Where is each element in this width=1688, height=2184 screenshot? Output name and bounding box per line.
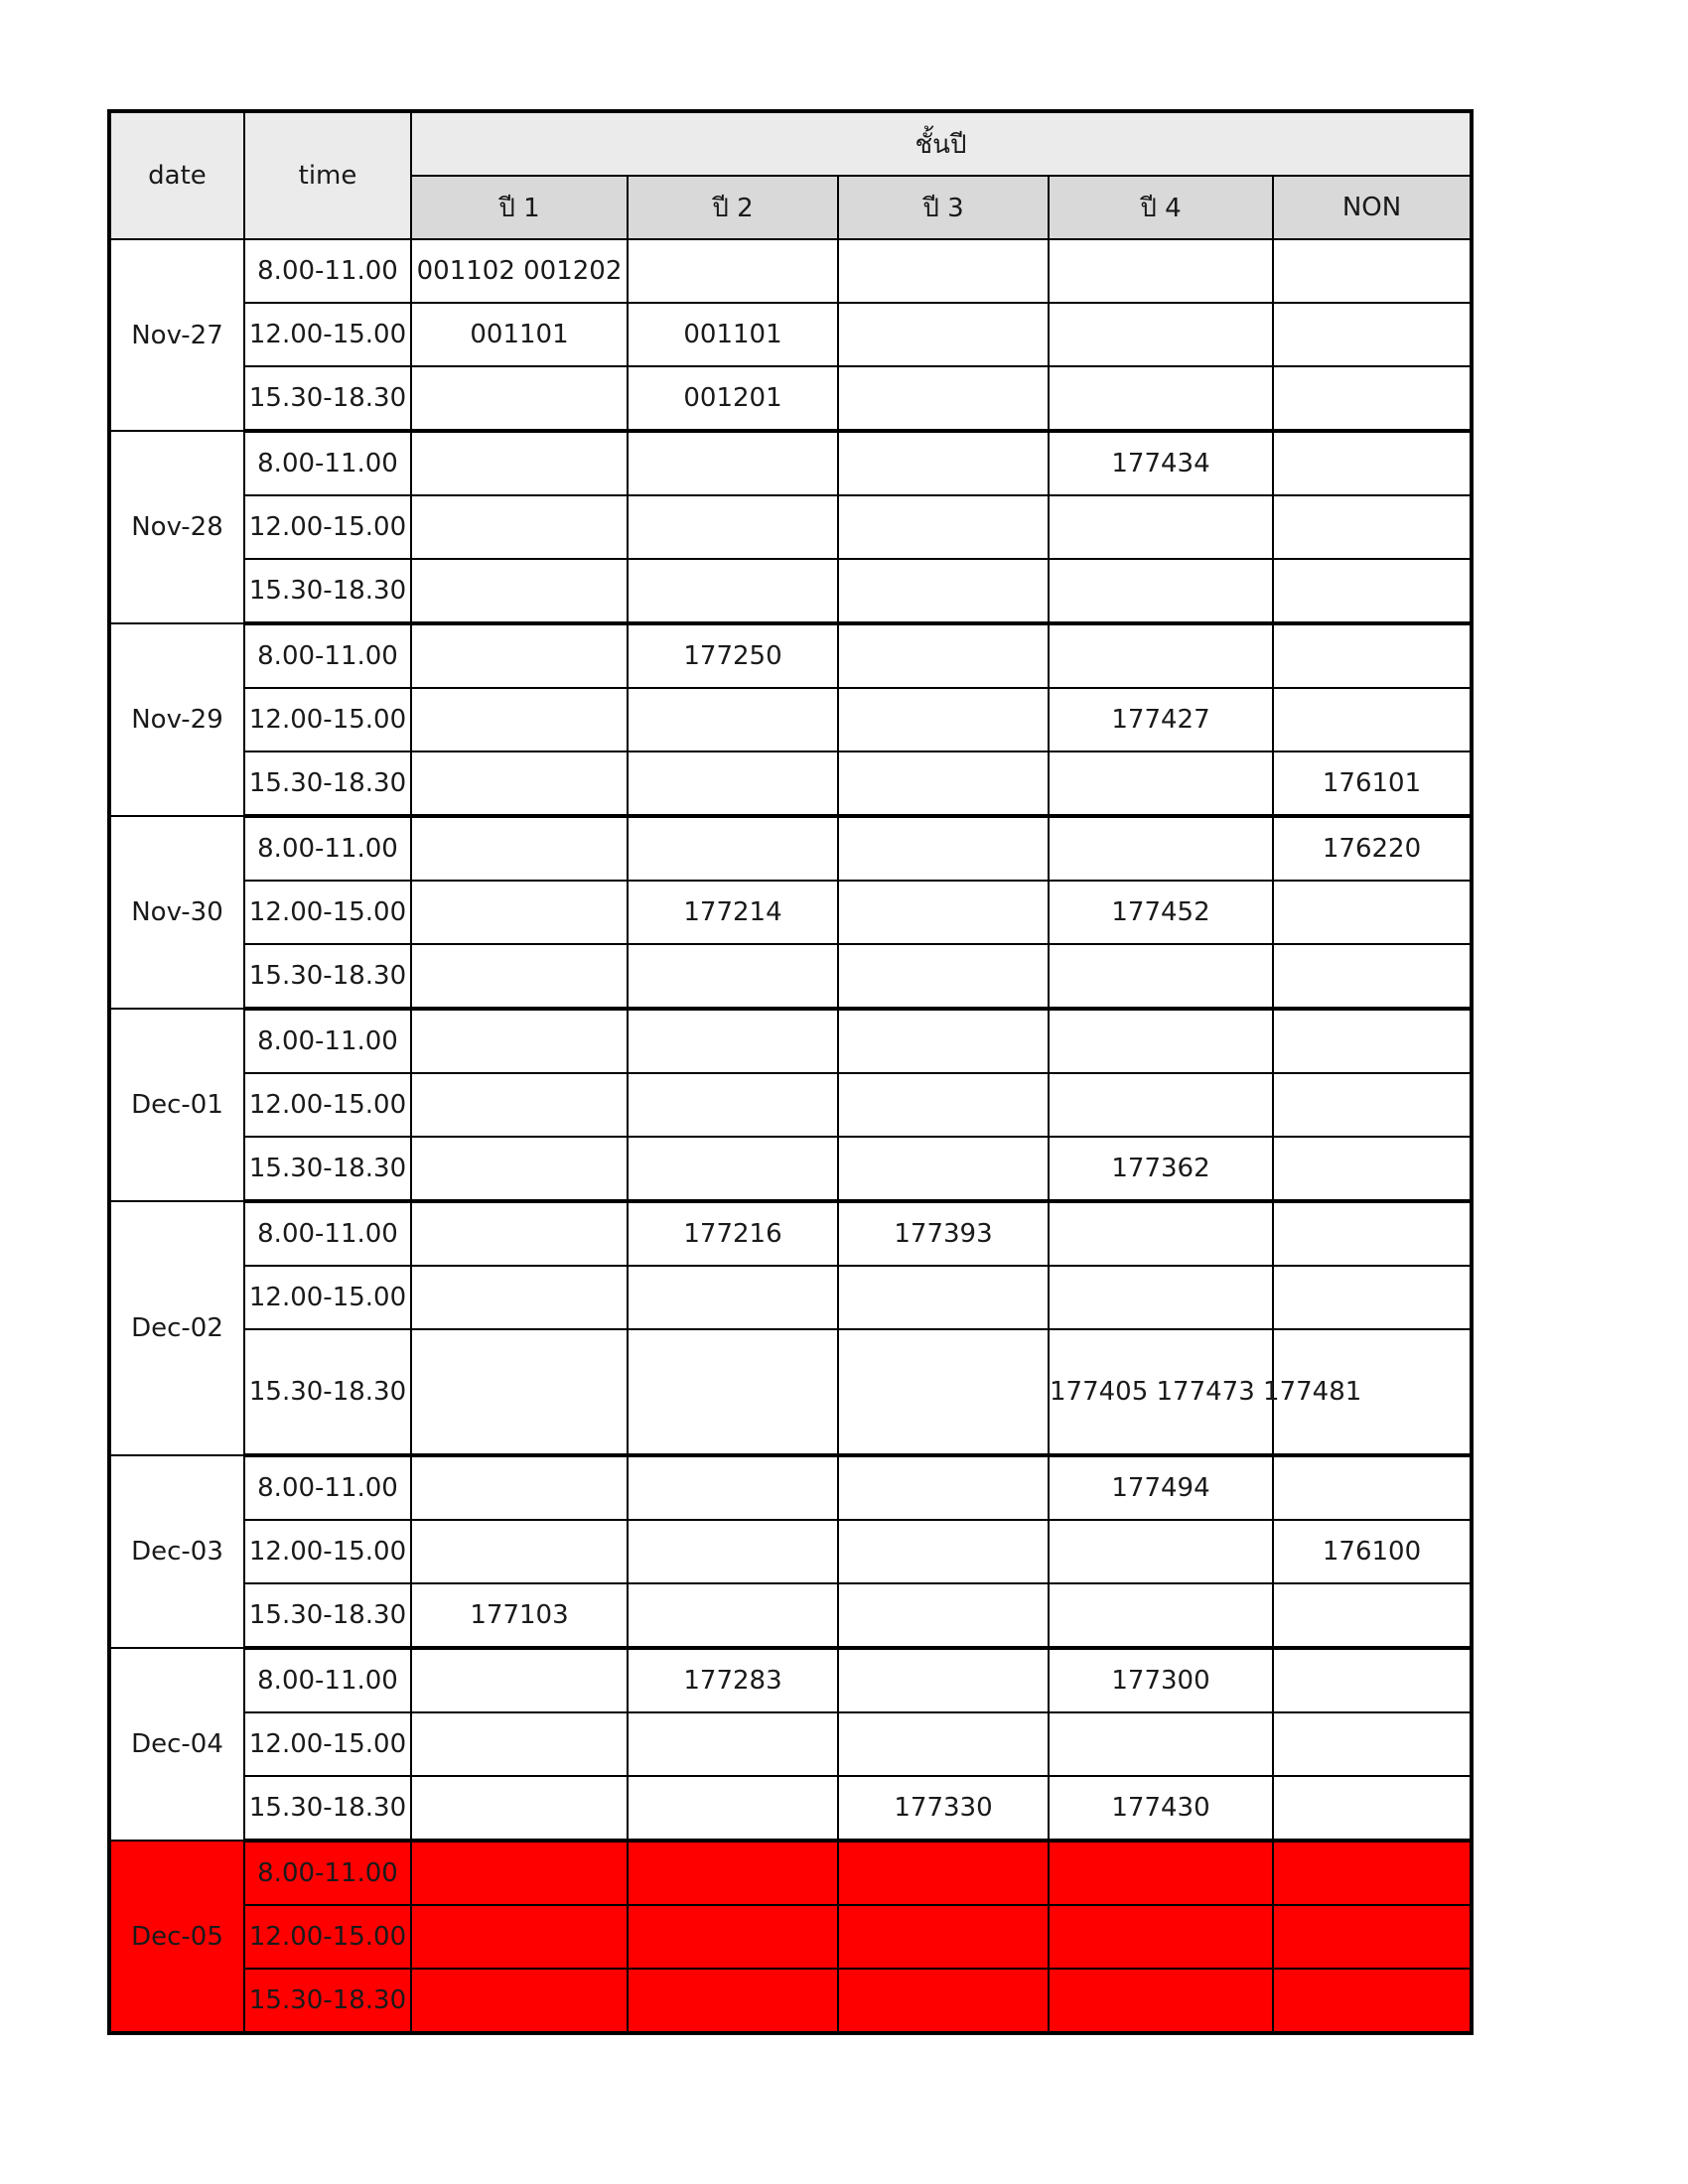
table-row — [109, 816, 1472, 881]
table-row — [109, 1201, 1472, 1266]
table-row — [109, 1137, 1472, 1201]
course-code-cell — [1273, 881, 1472, 944]
course-code-cell — [1273, 1648, 1472, 1712]
course-code-cell — [1049, 495, 1273, 559]
course-code-cell — [628, 944, 838, 1009]
course-code-cell — [1273, 1776, 1472, 1841]
course-code-cell — [838, 1905, 1049, 1969]
table-row — [109, 1455, 1472, 1520]
course-code-cell — [838, 1137, 1049, 1201]
course-code-cell — [838, 623, 1049, 688]
course-code-cell — [1049, 751, 1273, 816]
course-code-cell — [838, 1520, 1049, 1583]
time-slot-cell: 12.00-15.00 — [244, 495, 411, 559]
course-code-cell: 177330 — [838, 1776, 1049, 1841]
course-code-cell — [411, 944, 628, 1009]
course-code-cell — [1049, 816, 1273, 881]
course-code-cell — [411, 688, 628, 751]
course-code-cell — [1049, 1201, 1273, 1266]
course-code-cell: 001101 — [628, 303, 838, 366]
date-cell: Dec-04 — [109, 1648, 244, 1841]
table-row — [109, 431, 1472, 495]
date-cell: Dec-03 — [109, 1455, 244, 1648]
course-code-cell — [1273, 239, 1472, 303]
course-code-cell — [411, 1201, 628, 1266]
course-code-cell — [628, 1009, 838, 1073]
course-code-cell: 177494 — [1049, 1455, 1273, 1520]
header-year-3: ปี 3 — [838, 176, 1049, 239]
course-code-cell — [1049, 1583, 1273, 1648]
header-year-2: ปี 2 — [628, 176, 838, 239]
course-code-cell — [411, 559, 628, 623]
course-code-cell — [1049, 303, 1273, 366]
table-row — [109, 1329, 1472, 1455]
time-slot-cell: 12.00-15.00 — [244, 1073, 411, 1137]
time-slot-cell: 12.00-15.00 — [244, 303, 411, 366]
course-code-cell: 177214 — [628, 881, 838, 944]
course-code-cell — [411, 1520, 628, 1583]
course-code-cell — [838, 559, 1049, 623]
course-code-cell — [1049, 1841, 1273, 1905]
time-slot-cell: 12.00-15.00 — [244, 1266, 411, 1329]
table-row — [109, 1776, 1472, 1841]
course-code-cell — [838, 1455, 1049, 1520]
time-slot-cell: 12.00-15.00 — [244, 1520, 411, 1583]
date-cell: Nov-27 — [109, 239, 244, 431]
course-code-cell: 176100 — [1273, 1520, 1472, 1583]
table-row — [109, 623, 1472, 688]
course-code-cell — [628, 495, 838, 559]
course-code-cell: 177103 — [411, 1583, 628, 1648]
header-year-4: ปี 4 — [1049, 176, 1273, 239]
course-code-cell — [628, 239, 838, 303]
course-code-cell — [1273, 1009, 1472, 1073]
time-slot-cell: 8.00-11.00 — [244, 239, 411, 303]
table-row — [109, 1905, 1472, 1969]
course-code-cell — [1273, 431, 1472, 495]
course-code-cell — [411, 751, 628, 816]
course-code-cell — [1049, 1009, 1273, 1073]
course-code-cell — [1273, 1137, 1472, 1201]
time-slot-cell: 12.00-15.00 — [244, 881, 411, 944]
table-row — [109, 1009, 1472, 1073]
course-code-cell — [838, 944, 1049, 1009]
course-code-cell: 177452 — [1049, 881, 1273, 944]
table-row — [109, 1583, 1472, 1648]
course-code-cell — [1273, 1201, 1472, 1266]
course-code-cell — [628, 816, 838, 881]
course-code-cell — [628, 559, 838, 623]
course-code-cell — [411, 881, 628, 944]
course-code-cell: 177250 — [628, 623, 838, 688]
course-code-cell — [411, 1455, 628, 1520]
course-code-cell: 176220 — [1273, 816, 1472, 881]
time-slot-cell: 8.00-11.00 — [244, 1455, 411, 1520]
course-code-cell — [838, 239, 1049, 303]
course-code-cell — [628, 1329, 838, 1455]
course-code-cell: 177427 — [1049, 688, 1273, 751]
course-code-cell — [1049, 239, 1273, 303]
course-code-cell: 177393 — [838, 1201, 1049, 1266]
exam-schedule-sheet — [107, 109, 1470, 2035]
table-row — [109, 1841, 1472, 1905]
header-year-1: ปี 1 — [411, 176, 628, 239]
table-row — [109, 495, 1472, 559]
course-code-cell: 001101 — [411, 303, 628, 366]
time-slot-cell: 15.30-18.30 — [244, 1583, 411, 1648]
course-code-cell — [1049, 1266, 1273, 1329]
course-code-cell — [838, 1648, 1049, 1712]
time-slot-cell: 8.00-11.00 — [244, 431, 411, 495]
course-code-cell — [838, 431, 1049, 495]
course-code-cell: 177283 — [628, 1648, 838, 1712]
course-code-cell — [628, 1583, 838, 1648]
course-code-cell — [628, 1776, 838, 1841]
course-code-cell — [411, 1329, 628, 1455]
time-slot-cell: 12.00-15.00 — [244, 1712, 411, 1776]
course-code-cell — [1273, 1266, 1472, 1329]
course-code-cell — [838, 751, 1049, 816]
date-cell: Dec-02 — [109, 1201, 244, 1455]
date-cell: Dec-05 — [109, 1841, 244, 2033]
course-code-cell — [1049, 1520, 1273, 1583]
course-code-cell — [1049, 1905, 1273, 1969]
table-row — [109, 239, 1472, 303]
time-slot-cell: 12.00-15.00 — [244, 1905, 411, 1969]
time-slot-cell: 15.30-18.30 — [244, 1776, 411, 1841]
course-code-cell — [411, 366, 628, 431]
time-slot-cell: 8.00-11.00 — [244, 1009, 411, 1073]
course-code-cell — [628, 1266, 838, 1329]
course-code-cell — [411, 1009, 628, 1073]
course-code-cell — [628, 1455, 838, 1520]
course-code-cell — [838, 1266, 1049, 1329]
table-row — [109, 1648, 1472, 1712]
course-code-cell — [628, 1137, 838, 1201]
time-slot-cell: 8.00-11.00 — [244, 1648, 411, 1712]
course-code-cell — [838, 1583, 1049, 1648]
time-slot-cell: 8.00-11.00 — [244, 1201, 411, 1266]
course-code-cell: 177216 — [628, 1201, 838, 1266]
course-code-cell — [838, 495, 1049, 559]
table-row — [109, 303, 1472, 366]
course-code-cell — [838, 366, 1049, 431]
time-slot-cell: 8.00-11.00 — [244, 816, 411, 881]
course-code-cell — [1273, 688, 1472, 751]
table-row — [109, 1266, 1472, 1329]
course-code-cell — [838, 1712, 1049, 1776]
course-code-cell — [628, 1520, 838, 1583]
course-code-cell — [411, 1137, 628, 1201]
table-row — [109, 1073, 1472, 1137]
course-code-cell — [838, 816, 1049, 881]
course-code-cell — [838, 303, 1049, 366]
time-slot-cell: 8.00-11.00 — [244, 623, 411, 688]
date-cell: Nov-30 — [109, 816, 244, 1009]
course-code-cell — [1273, 303, 1472, 366]
course-code-cell — [838, 1073, 1049, 1137]
course-code-cell — [1273, 1073, 1472, 1137]
time-slot-cell: 15.30-18.30 — [244, 751, 411, 816]
course-code-cell — [411, 431, 628, 495]
date-cell: Nov-29 — [109, 623, 244, 816]
course-code-cell — [838, 1329, 1049, 1455]
course-code-cell — [838, 1841, 1049, 1905]
course-code-cell — [1273, 495, 1472, 559]
course-code-cell — [1273, 366, 1472, 431]
course-code-cell: 177405 177473 177481 — [1049, 1329, 1273, 1455]
table-row — [109, 1712, 1472, 1776]
course-code-cell — [628, 1712, 838, 1776]
course-code-cell — [411, 1712, 628, 1776]
table-row — [109, 1969, 1472, 2033]
time-slot-cell: 15.30-18.30 — [244, 366, 411, 431]
course-code-cell — [1049, 559, 1273, 623]
course-code-cell: 001201 — [628, 366, 838, 431]
time-slot-cell: 15.30-18.30 — [244, 1329, 411, 1455]
course-code-cell: 176101 — [1273, 751, 1472, 816]
table-row — [109, 881, 1472, 944]
course-code-cell — [628, 751, 838, 816]
table-row — [109, 1520, 1472, 1583]
course-code-cell — [411, 1266, 628, 1329]
header-date: date — [109, 111, 244, 239]
course-code-cell — [411, 1648, 628, 1712]
course-code-cell: 001102 001202 — [411, 239, 628, 303]
course-code-cell — [1273, 1583, 1472, 1648]
course-code-cell — [1273, 1455, 1472, 1520]
table-body — [109, 239, 1472, 2033]
course-code-cell — [1273, 1905, 1472, 1969]
date-cell: Nov-28 — [109, 431, 244, 623]
time-slot-cell: 15.30-18.30 — [244, 944, 411, 1009]
header-non: NON — [1273, 176, 1472, 239]
table-row — [109, 751, 1472, 816]
course-code-cell — [411, 1969, 628, 2033]
course-code-cell — [1049, 1712, 1273, 1776]
course-code-cell — [838, 688, 1049, 751]
course-code-cell — [838, 1969, 1049, 2033]
course-code-cell — [628, 1841, 838, 1905]
course-code-cell — [411, 1905, 628, 1969]
course-code-cell — [411, 816, 628, 881]
course-code-cell: 177362 — [1049, 1137, 1273, 1201]
course-code-cell — [838, 1009, 1049, 1073]
time-slot-cell: 15.30-18.30 — [244, 559, 411, 623]
course-code-cell — [1273, 559, 1472, 623]
course-code-cell — [628, 1073, 838, 1137]
time-slot-cell: 12.00-15.00 — [244, 688, 411, 751]
course-code-cell — [628, 1905, 838, 1969]
table-row — [109, 944, 1472, 1009]
course-code-cell — [411, 623, 628, 688]
course-code-cell — [838, 881, 1049, 944]
course-code-cell — [1273, 1841, 1472, 1905]
course-code-cell — [1049, 623, 1273, 688]
course-code-cell — [1049, 1969, 1273, 2033]
course-code-cell — [411, 1073, 628, 1137]
course-code-cell — [1273, 1969, 1472, 2033]
course-code-cell — [1049, 1073, 1273, 1137]
course-code-cell: 177434 — [1049, 431, 1273, 495]
exam-schedule-table — [107, 109, 1474, 2035]
course-code-cell — [628, 1969, 838, 2033]
course-code-cell — [411, 1841, 628, 1905]
course-code-cell: 177300 — [1049, 1648, 1273, 1712]
time-slot-cell: 15.30-18.30 — [244, 1137, 411, 1201]
course-code-cell — [411, 1776, 628, 1841]
table-row — [109, 688, 1472, 751]
time-slot-cell: 15.30-18.30 — [244, 1969, 411, 2033]
course-code-cell — [411, 495, 628, 559]
header-time: time — [244, 111, 411, 239]
table-header — [109, 111, 1472, 239]
header-year-group: ชั้นปี — [411, 111, 1472, 176]
course-code-cell — [1273, 944, 1472, 1009]
course-code-cell — [1049, 366, 1273, 431]
course-code-cell — [1049, 944, 1273, 1009]
course-code-cell — [628, 688, 838, 751]
time-slot-cell: 8.00-11.00 — [244, 1841, 411, 1905]
course-code-cell: 177430 — [1049, 1776, 1273, 1841]
course-code-cell — [1273, 623, 1472, 688]
table-row — [109, 559, 1472, 623]
date-cell: Dec-01 — [109, 1009, 244, 1201]
table-row — [109, 366, 1472, 431]
course-code-cell — [1273, 1712, 1472, 1776]
course-code-cell — [628, 431, 838, 495]
